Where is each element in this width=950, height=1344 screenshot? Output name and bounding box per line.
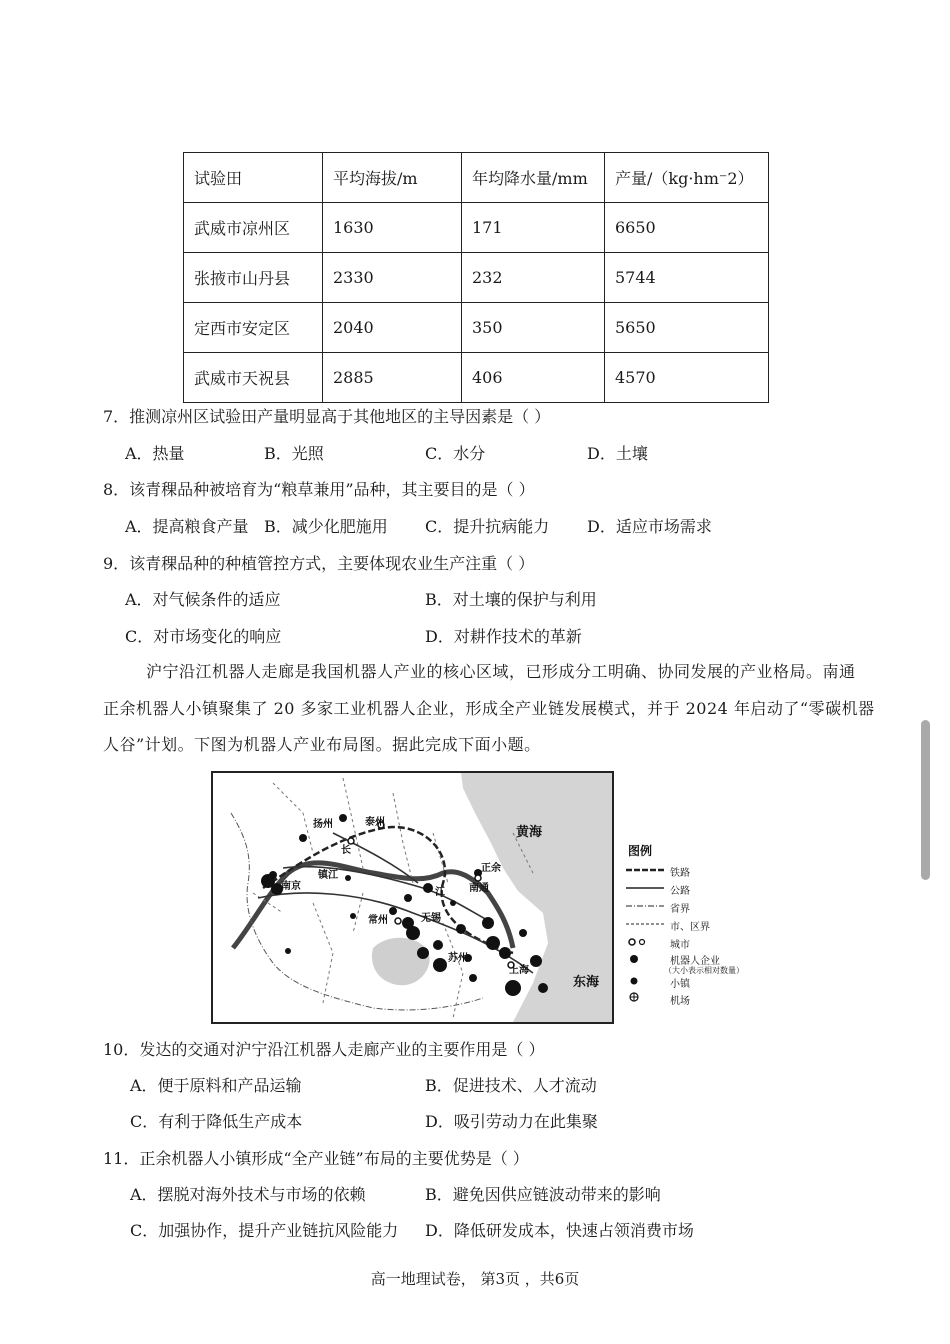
robot-industry-map <box>211 771 614 1024</box>
question-7-option-d: D．土壤 <box>587 444 648 463</box>
table-header-cell: 平均海拔/m <box>323 153 462 203</box>
question-8-option-c: C．提升抗病能力 <box>425 517 550 536</box>
table-cell: 4570 <box>605 353 769 403</box>
question-10-option-a: A．便于原料和产品运输 <box>130 1076 302 1095</box>
question-10-option-b: B．促进技术、人才流动 <box>425 1076 597 1095</box>
question-7-option-b: B．光照 <box>264 444 324 463</box>
question-9-stem: 9．该青稞品种的种植管控方式，主要体现农业生产注重（ ） <box>103 554 535 573</box>
table-cell: 武威市凉州区 <box>184 203 323 253</box>
map-label-wuxi: 无锡 <box>421 913 441 924</box>
table-cell: 5744 <box>605 253 769 303</box>
question-11-option-c: C．加强协作，提升产业链抗风险能力 <box>130 1221 399 1240</box>
legend-railway: 铁路 <box>670 868 690 879</box>
legend-symbols <box>624 862 670 1002</box>
legend-town: 小镇 <box>670 979 690 990</box>
vertical-scrollbar[interactable] <box>921 720 930 880</box>
map-label-jiang: 江 <box>435 887 445 898</box>
legend-robot-enterprise-note: （大小表示相对数量） <box>664 966 744 975</box>
map-label-changzhou: 常州 <box>368 915 388 926</box>
map-graphic <box>213 773 612 1022</box>
table-cell: 定西市安定区 <box>184 303 323 353</box>
table-row <box>184 203 769 253</box>
passage-line-3: 人谷”计划。下图为机器人产业布局图。据此完成下面小题。 <box>103 735 541 754</box>
legend-highway: 公路 <box>670 886 690 897</box>
map-label-zhengyu: 正余 <box>481 863 501 874</box>
passage-line-2: 正余机器人小镇聚集了 20 多家工业机器人企业，形成全产业链发展模式，并于 2024 年启动了“零碳机器 <box>103 699 875 718</box>
district-legend-icon <box>640 940 645 945</box>
town-legend-icon <box>631 978 637 984</box>
table-cell: 1630 <box>323 203 462 253</box>
table-row <box>184 353 769 403</box>
map-label-taizhou: 泰州 <box>365 817 385 828</box>
map-label-yellow-sea: 黄海 <box>516 825 543 840</box>
data-table <box>183 152 769 403</box>
question-7-stem: 7．推测凉州区试验田产量明显高于其他地区的主导因素是（ ） <box>103 407 551 426</box>
question-7-option-c: C．水分 <box>425 444 486 463</box>
table-cell: 350 <box>462 303 605 353</box>
question-8-option-b: B．减少化肥施用 <box>264 517 388 536</box>
table-cell: 2330 <box>323 253 462 303</box>
map-label-east-sea: 东海 <box>573 975 600 990</box>
question-11-option-b: B．避免因供应链波动带来的影响 <box>425 1185 661 1204</box>
map-label-chang: 长 <box>341 845 351 856</box>
map-label-yangzhou: 扬州 <box>313 819 333 830</box>
question-10-option-c: C．有利于降低生产成本 <box>130 1112 303 1131</box>
table-row <box>184 253 769 303</box>
legend-robot-enterprise: 机器人企业 <box>670 956 720 967</box>
robot-enterprise-legend-icon <box>630 955 638 963</box>
city-legend-icon <box>629 939 635 945</box>
question-9-option-a: A．对气候条件的适应 <box>125 590 281 609</box>
question-8-option-a: A．提高粮食产量 <box>125 517 249 536</box>
question-10-stem: 10．发达的交通对沪宁沿江机器人走廊产业的主要作用是（ ） <box>103 1040 545 1059</box>
table-cell: 406 <box>462 353 605 403</box>
table-cell: 232 <box>462 253 605 303</box>
table-cell: 6650 <box>605 203 769 253</box>
question-7-option-a: A．热量 <box>125 444 185 463</box>
table-cell: 171 <box>462 203 605 253</box>
question-9-option-d: D．对耕作技术的革新 <box>425 627 582 646</box>
table-header-row <box>184 153 769 203</box>
legend-airport: 机场 <box>670 996 690 1007</box>
table-row <box>184 303 769 353</box>
question-11-option-d: D．降低研发成本，快速占领消费市场 <box>425 1221 694 1240</box>
question-11-stem: 11．正余机器人小镇形成“全产业链”布局的主要优势是（ ） <box>103 1149 529 1168</box>
table-cell: 张掖市山丹县 <box>184 253 323 303</box>
legend-province-boundary: 省界 <box>670 904 690 915</box>
question-10-option-d: D．吸引劳动力在此集聚 <box>425 1112 598 1131</box>
map-label-zhenjiang: 镇江 <box>318 870 338 881</box>
table-header-cell: 试验田 <box>184 153 323 203</box>
map-label-nanjing: 南京 <box>281 881 301 892</box>
passage-line-1: 沪宁沿江机器人走廊是我国机器人产业的核心区域，已形成分工明确、协同发展的产业格局。南通 <box>146 662 856 681</box>
legend-title: 图例 <box>628 844 653 858</box>
table-header-cell: 年均降水量/mm <box>462 153 605 203</box>
taihu-lake <box>372 938 430 986</box>
page-footer: 高一地理试卷， 第3页 ，共6页 <box>370 1270 580 1288</box>
legend-city-boundary: 市、区界 <box>670 922 710 933</box>
table-cell: 2885 <box>323 353 462 403</box>
legend-city: 城市 <box>670 940 690 951</box>
question-9-option-b: B．对土壤的保护与利用 <box>425 590 597 609</box>
table-cell: 5650 <box>605 303 769 353</box>
question-8-stem: 8．该青稞品种被培育为“粮草兼用”品种，其主要目的是（ ） <box>103 480 535 499</box>
table-cell: 武威市天祝县 <box>184 353 323 403</box>
table-cell: 2040 <box>323 303 462 353</box>
question-8-option-d: D．适应市场需求 <box>587 517 712 536</box>
map-label-shanghai: 上海 <box>509 965 529 976</box>
map-label-nantong: 南通 <box>469 883 489 894</box>
map-label-suzhou: 苏州 <box>448 953 468 964</box>
question-11-option-a: A．摆脱对海外技术与市场的依赖 <box>130 1185 366 1204</box>
table-header-cell: 产量/（kg·hm⁻2） <box>605 153 769 203</box>
question-9-option-c: C．对市场变化的响应 <box>125 627 282 646</box>
